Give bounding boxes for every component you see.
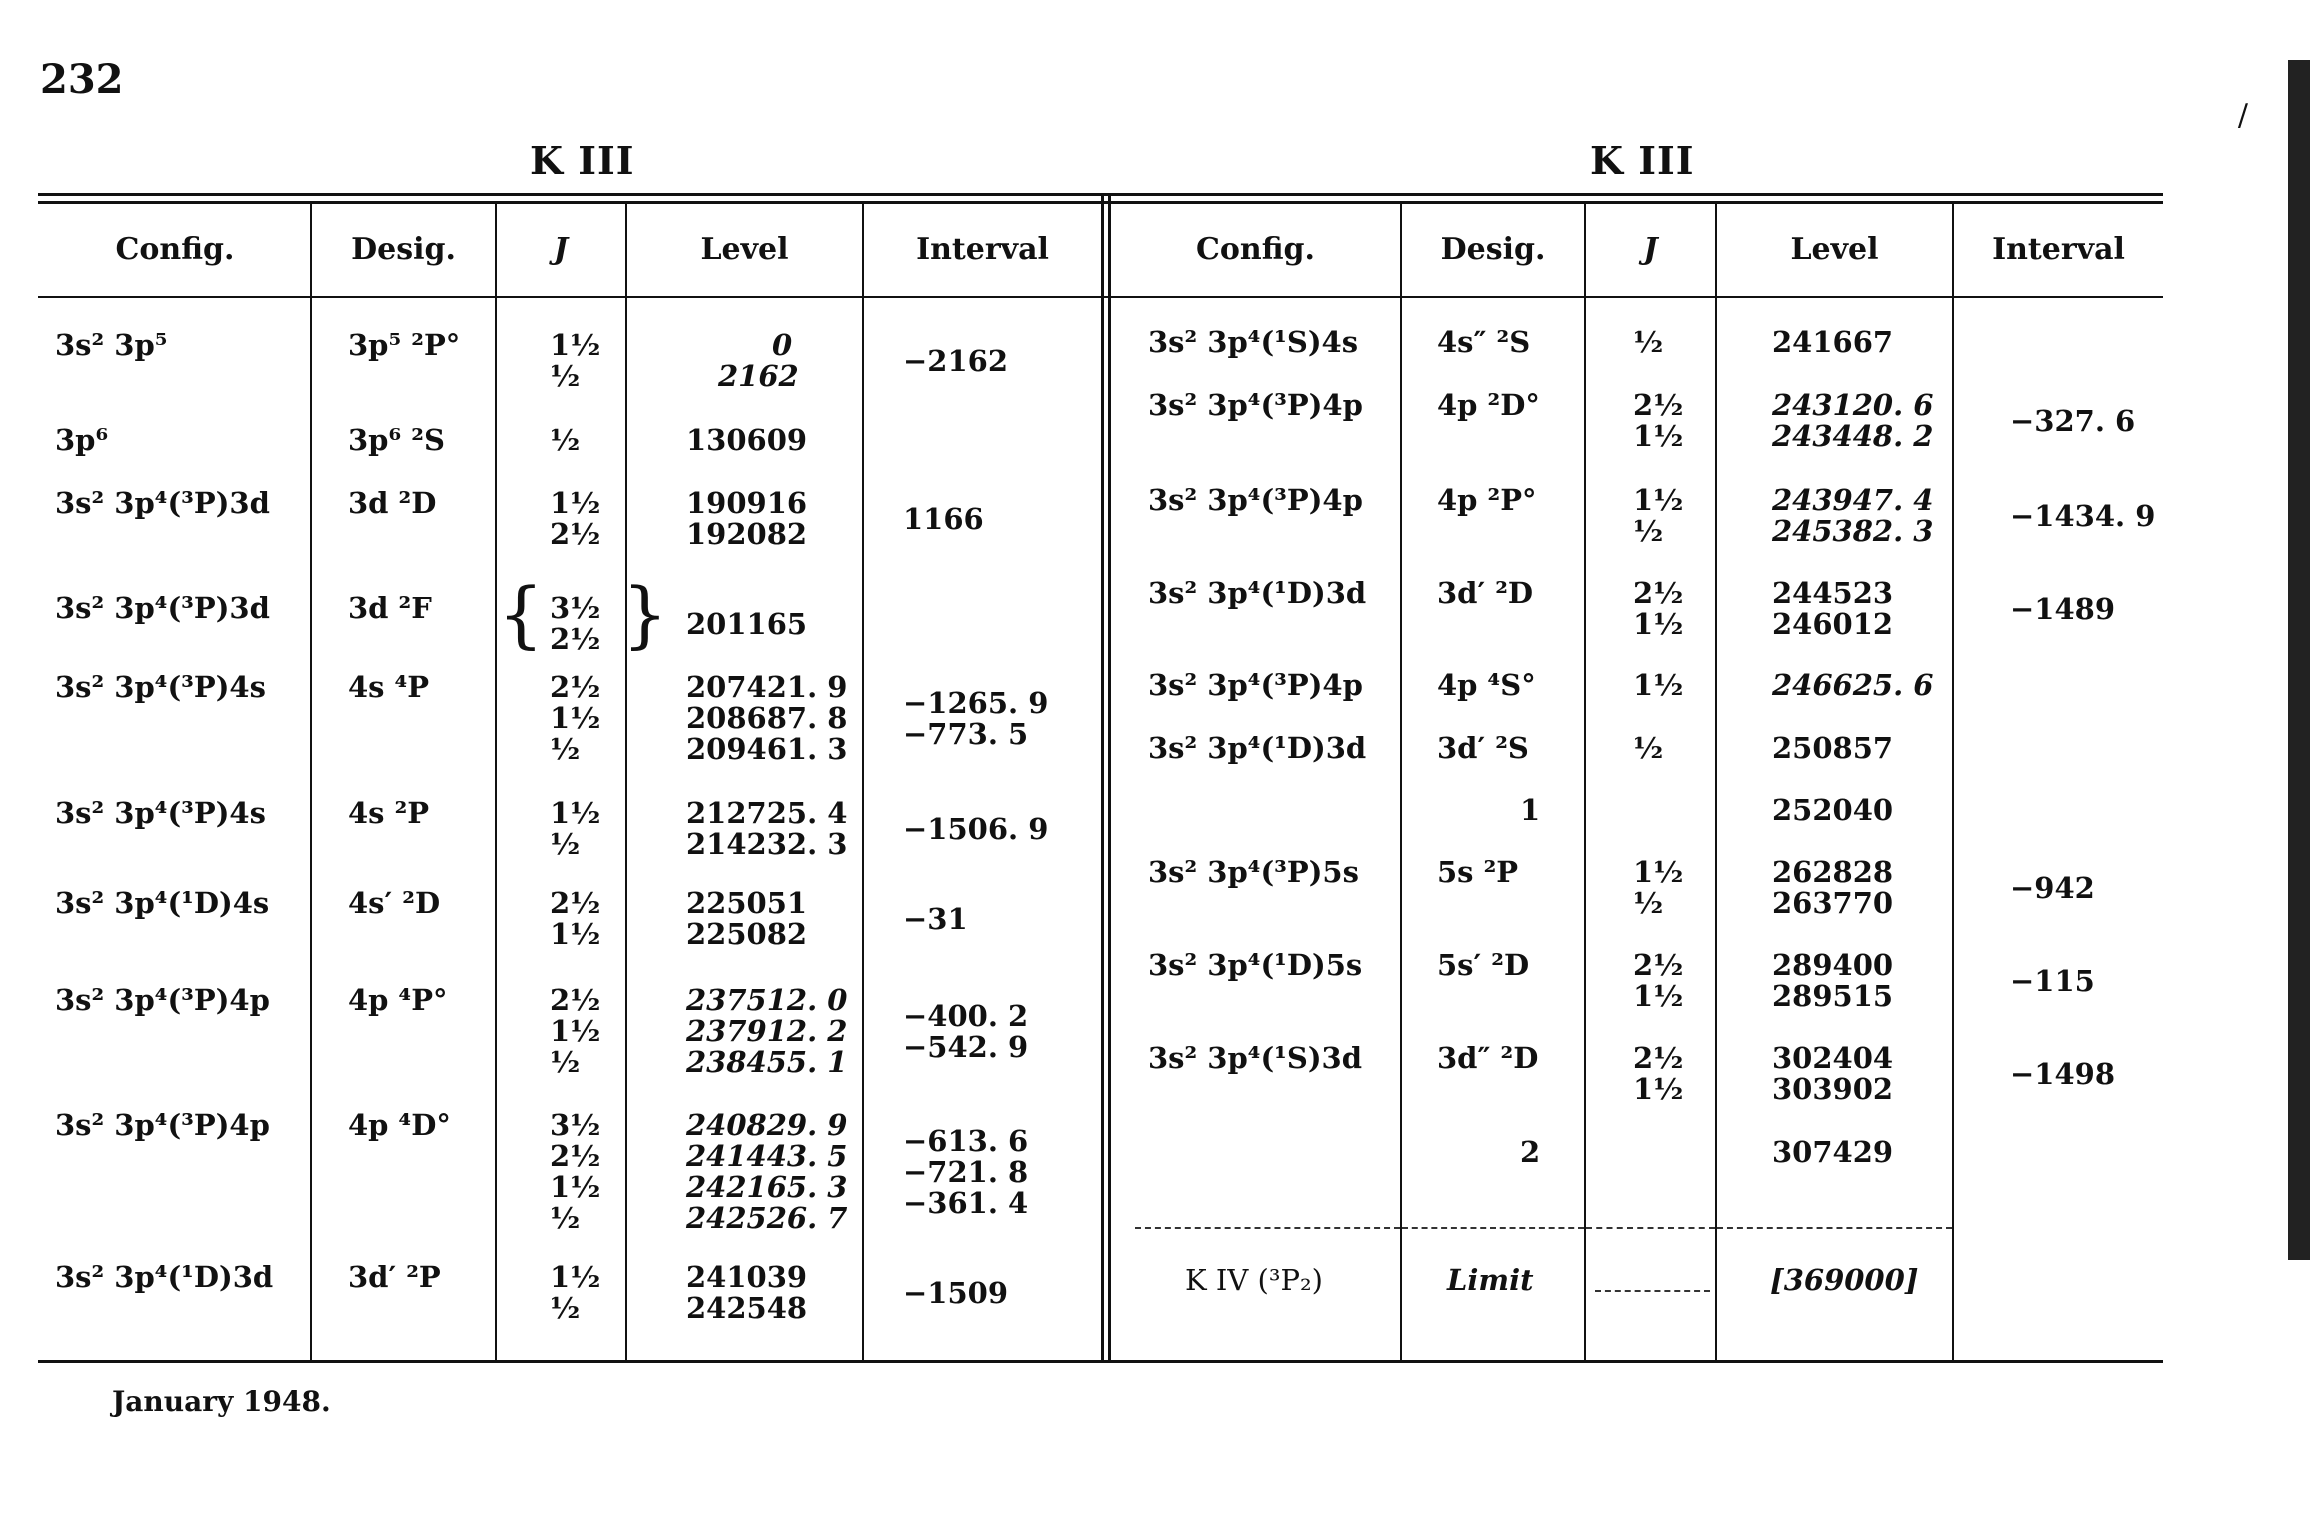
desig-cell: 3d′ ²D	[1437, 576, 1534, 610]
header-desig: Desig.	[351, 232, 456, 267]
interval-cell: −773. 5	[903, 716, 1029, 751]
footer-date: January 1948.	[112, 1385, 331, 1418]
j-cell: 2½	[550, 517, 601, 551]
level-cell: 225082	[686, 917, 808, 951]
header-interval: Interval	[916, 232, 1049, 267]
col-rule	[1715, 204, 1717, 1360]
j-cell: 1½	[550, 917, 601, 951]
left-brace: {	[498, 572, 544, 656]
level-cell: 243448. 2	[1772, 419, 1934, 453]
config-cell: 3s² 3p⁴(³P)3d	[55, 486, 270, 520]
j-cell: 1½	[1633, 668, 1684, 702]
level-cell: 237512. 0	[686, 983, 848, 1017]
j-cell: 1½	[550, 328, 601, 362]
right-brace: }	[622, 572, 668, 656]
j-cell: ½	[1633, 886, 1664, 920]
level-cell: 289515	[1772, 979, 1894, 1013]
header-config: Config.	[115, 232, 235, 267]
j-cell: 1½	[1633, 979, 1684, 1013]
dashed-rule	[1586, 1227, 1715, 1229]
interval-cell: −1489	[2010, 591, 2116, 626]
level-cell: 237912. 2	[686, 1014, 848, 1048]
level-cell: 130609	[686, 423, 808, 457]
interval-cell: −721. 8	[903, 1154, 1029, 1189]
desig-cell: 4p ⁴D°	[348, 1108, 451, 1142]
level-cell: 2162	[718, 359, 799, 393]
config-cell: 3s² 3p⁴(³P)4s	[55, 796, 266, 830]
j-cell: 1½	[550, 1014, 601, 1048]
config-cell: 3s² 3p⁴(³P)4p	[1148, 668, 1363, 702]
interval-cell: −31	[903, 901, 968, 936]
j-cell: 2½	[1633, 388, 1684, 422]
desig-cell: 4p ⁴S°	[1437, 668, 1536, 702]
j-cell: 2½	[550, 622, 601, 656]
margin-mark: /	[2237, 98, 2248, 133]
j-cell: 1½	[1633, 1072, 1684, 1106]
level-cell: 244523	[1772, 576, 1894, 610]
dashed-rule	[1402, 1227, 1584, 1229]
j-cell: 2½	[550, 886, 601, 920]
limit-desig: Limit	[1447, 1263, 1534, 1297]
level-cell: 241667	[1772, 325, 1894, 359]
page-edge-shadow	[2288, 60, 2310, 1260]
level-cell: 243120. 6	[1772, 388, 1934, 422]
config-cell: 3s² 3p⁴(¹S)4s	[1148, 325, 1359, 359]
desig-cell: 4s′ ²D	[348, 886, 441, 920]
page-number: 232	[40, 56, 124, 103]
header-level: Level	[1790, 232, 1879, 267]
limit-j-dashes	[1595, 1290, 1710, 1292]
desig-cell: 5s ²P	[1437, 855, 1519, 889]
j-cell: ½	[550, 732, 581, 766]
desig-cell: 5s′ ²D	[1437, 948, 1530, 982]
j-cell: 1½	[1633, 483, 1684, 517]
level-cell: 289400	[1772, 948, 1894, 982]
level-cell: 207421. 9	[686, 670, 848, 704]
limit-level: [369000]	[1770, 1263, 1919, 1297]
header-level: Level	[700, 232, 789, 267]
level-cell: 307429	[1772, 1135, 1894, 1169]
desig-cell: 3d ²D	[348, 486, 437, 520]
config-cell: 3s² 3p⁴(¹D)3d	[55, 1260, 274, 1294]
level-cell: 246012	[1772, 607, 1894, 641]
config-cell: 3s² 3p⁴(³P)5s	[1148, 855, 1359, 889]
j-cell: 1½	[550, 1170, 601, 1204]
level-cell: 242526. 7	[686, 1201, 848, 1235]
j-cell: 2½	[1633, 948, 1684, 982]
interval-cell: −1509	[903, 1275, 1009, 1310]
desig-cell: 3p⁵ ²P°	[348, 328, 461, 362]
j-cell: 2½	[550, 670, 601, 704]
config-cell: 3s² 3p⁴(³P)3d	[55, 591, 270, 625]
desig-cell: 4s ⁴P	[348, 670, 430, 704]
j-cell: ½	[1633, 325, 1664, 359]
j-cell: 1½	[1633, 607, 1684, 641]
j-cell: 1½	[550, 796, 601, 830]
level-cell: 302404	[1772, 1041, 1894, 1075]
j-cell: ½	[550, 1045, 581, 1079]
level-cell: 212725. 4	[686, 796, 848, 830]
interval-cell: −1265. 9	[903, 685, 1049, 720]
level-cell: 201165	[686, 606, 808, 641]
config-cell: 3s² 3p⁴(³P)4p	[55, 1108, 270, 1142]
col-rule	[495, 204, 497, 1360]
j-cell: ½	[1633, 514, 1664, 548]
j-cell: 2½	[550, 983, 601, 1017]
level-cell: 214232. 3	[686, 827, 848, 861]
j-cell: 1½	[550, 1260, 601, 1294]
interval-cell: −613. 6	[903, 1123, 1029, 1158]
config-cell: 3s² 3p⁴(¹S)3d	[1148, 1041, 1363, 1075]
col-rule	[862, 204, 864, 1360]
config-cell: 3s² 3p⁴(¹D)4s	[55, 886, 270, 920]
center-double-rule	[1108, 196, 1111, 1360]
j-cell: 1½	[550, 486, 601, 520]
desig-cell: 4p ⁴P°	[348, 983, 448, 1017]
dashed-rule	[1135, 1227, 1400, 1229]
col-rule	[1952, 204, 1954, 1360]
interval-cell: −400. 2	[903, 998, 1029, 1033]
interval-cell: −942	[2010, 870, 2095, 905]
j-cell: 3½	[550, 1108, 601, 1142]
bottom-rule	[38, 1360, 2163, 1363]
col-rule	[1400, 204, 1402, 1360]
level-cell: 0	[772, 328, 793, 362]
level-cell: 192082	[686, 517, 808, 551]
dashed-rule	[1717, 1227, 1952, 1229]
j-cell: 1½	[1633, 855, 1684, 889]
j-cell: ½	[550, 423, 581, 457]
desig-cell: 4s ²P	[348, 796, 430, 830]
j-cell: ½	[550, 359, 581, 393]
header-desig: Desig.	[1440, 232, 1546, 267]
config-cell: 3s² 3p⁴(³P)4s	[55, 670, 266, 704]
interval-cell: −361. 4	[903, 1185, 1029, 1220]
level-cell: 208687. 8	[686, 701, 848, 735]
j-cell: 3½	[550, 591, 601, 625]
level-cell: 245382. 3	[1772, 514, 1934, 548]
j-cell: ½	[550, 1201, 581, 1235]
level-cell: 242548	[686, 1291, 808, 1325]
config-cell: 3p⁶	[55, 423, 109, 457]
config-cell: 3s² 3p⁴(³P)4p	[55, 983, 270, 1017]
limit-config: K IV (³P₂)	[1185, 1263, 1323, 1297]
col-rule	[310, 204, 312, 1360]
desig-cell: 3d′ ²P	[348, 1260, 441, 1294]
level-cell: 246625. 6	[1772, 668, 1934, 702]
config-cell: 3s² 3p⁴(¹D)5s	[1148, 948, 1363, 982]
col-rule	[625, 204, 627, 1360]
desig-cell: 3d ²F	[348, 591, 432, 625]
desig-cell: 4p ²P°	[1437, 483, 1537, 517]
desig-cell: 1	[1520, 793, 1541, 827]
config-cell: 3s² 3p⁴(³P)4p	[1148, 388, 1363, 422]
level-cell: 238455. 1	[686, 1045, 848, 1079]
header-interval: Interval	[1992, 232, 2125, 267]
header-j: J	[1643, 232, 1658, 267]
level-cell: 243947. 4	[1772, 483, 1934, 517]
desig-cell: 3d″ ²D	[1437, 1041, 1539, 1075]
interval-cell: −115	[2010, 963, 2095, 998]
interval-cell: −327. 6	[2010, 403, 2136, 438]
header-j: J	[553, 232, 569, 267]
level-cell: 263770	[1772, 886, 1894, 920]
desig-cell: 4p ²D°	[1437, 388, 1540, 422]
config-cell: 3s² 3p⁵	[55, 328, 168, 362]
header-config: Config.	[1196, 232, 1315, 267]
interval-cell: −2162	[903, 343, 1009, 378]
level-cell: 190916	[686, 486, 808, 520]
j-cell: ½	[550, 1291, 581, 1325]
level-cell: 240829. 9	[686, 1108, 848, 1142]
left-table-title: K III	[530, 138, 635, 183]
right-table-title: K III	[1590, 138, 1695, 183]
interval-cell: −542. 9	[903, 1029, 1029, 1064]
level-cell: 241039	[686, 1260, 808, 1294]
desig-cell: 4s″ ²S	[1437, 325, 1531, 359]
config-cell: 3s² 3p⁴(¹D)3d	[1148, 576, 1367, 610]
j-cell: ½	[550, 827, 581, 861]
level-cell: 242165. 3	[686, 1170, 848, 1204]
j-cell: ½	[1633, 731, 1664, 765]
j-cell: 2½	[550, 1139, 601, 1173]
desig-cell: 2	[1520, 1135, 1541, 1169]
level-cell: 250857	[1772, 731, 1894, 765]
config-cell: 3s² 3p⁴(³P)4p	[1148, 483, 1363, 517]
interval-cell: 1166	[903, 501, 984, 536]
level-cell: 225051	[686, 886, 808, 920]
desig-cell: 3d′ ²S	[1437, 731, 1529, 765]
interval-cell: −1434. 9	[2010, 498, 2156, 533]
interval-cell: −1498	[2010, 1056, 2116, 1091]
level-cell: 209461. 3	[686, 732, 848, 766]
level-cell: 303902	[1772, 1072, 1894, 1106]
j-cell: 2½	[1633, 576, 1684, 610]
level-cell: 262828	[1772, 855, 1894, 889]
level-cell: 252040	[1772, 793, 1894, 827]
desig-cell: 3p⁶ ²S	[348, 423, 445, 457]
level-cell: 241443. 5	[686, 1139, 848, 1173]
j-cell: 1½	[1633, 419, 1684, 453]
j-cell: 2½	[1633, 1041, 1684, 1075]
col-rule	[1584, 204, 1586, 1360]
center-double-rule	[1101, 196, 1104, 1360]
interval-cell: −1506. 9	[903, 811, 1049, 846]
config-cell: 3s² 3p⁴(¹D)3d	[1148, 731, 1367, 765]
j-cell: 1½	[550, 701, 601, 735]
